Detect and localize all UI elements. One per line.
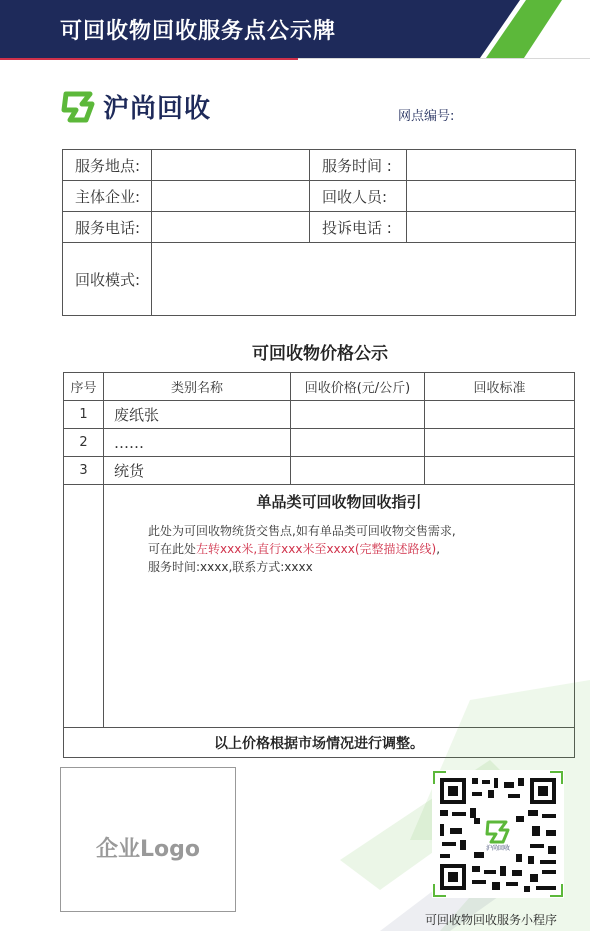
staff-value xyxy=(407,181,576,212)
row-category: …… xyxy=(104,429,291,457)
header-grey-underline xyxy=(298,58,590,59)
col-header-no: 序号 xyxy=(64,373,104,401)
service-phone-value xyxy=(152,212,310,243)
company-logo-text: 企业Logo xyxy=(96,837,200,862)
row-price xyxy=(291,457,425,485)
service-location-label: 服务地点: xyxy=(63,150,152,181)
price-adjust-note: 以上价格根据市场情况进行调整。 xyxy=(64,728,575,758)
table-row xyxy=(63,212,576,243)
qr-code[interactable] xyxy=(432,770,564,898)
row-no: 3 xyxy=(64,457,104,485)
header-red-underline xyxy=(0,58,298,60)
row-category: 统货 xyxy=(104,457,291,485)
guide-line-2 xyxy=(148,540,574,558)
guide-title: 单品类可回收物回收指引 xyxy=(256,493,422,511)
price-section-title: 可回收物价格公示 xyxy=(252,344,388,364)
col-header-standard: 回收标准 xyxy=(425,373,575,401)
guide-line-2-suffix: , xyxy=(436,542,441,556)
table-row xyxy=(63,243,576,316)
row-no: 2 xyxy=(64,429,104,457)
table-row xyxy=(63,150,576,181)
table-header-row xyxy=(64,373,575,401)
guide-route-text: 左转xxx米,直行xxx米至xxxx(完整描述路线) xyxy=(196,542,437,556)
row-price xyxy=(291,401,425,429)
company-label: 主体企业: xyxy=(63,181,152,212)
service-info-table xyxy=(62,149,576,316)
row-no: 1 xyxy=(64,401,104,429)
brand-name: 沪尚回收 xyxy=(103,94,212,124)
header-band xyxy=(0,0,590,60)
row-category: 废纸张 xyxy=(104,401,291,429)
table-row xyxy=(63,181,576,212)
guide-line-2-prefix: 可在此处 xyxy=(148,542,197,556)
complaint-phone-label: 投诉电话 : xyxy=(310,212,407,243)
recycle-mode-label: 回收模式: xyxy=(63,243,152,316)
guide-text xyxy=(148,522,574,576)
recycle-mode-value xyxy=(152,243,576,316)
outlet-number-label: 网点编号: xyxy=(398,109,455,124)
service-time-value xyxy=(407,150,576,181)
guide-line-3: 服务时间:xxxx,联系方式:xxxx xyxy=(148,560,313,574)
service-phone-label: 服务电话: xyxy=(63,212,152,243)
guide-line-1: 此处为可回收物统货交售点,如有单品类可回收物交售需求, xyxy=(148,524,456,538)
col-header-category: 类别名称 xyxy=(104,373,291,401)
table-row xyxy=(64,429,575,457)
row-standard xyxy=(425,401,575,429)
complaint-phone-value xyxy=(407,212,576,243)
company-logo-placeholder xyxy=(60,767,236,912)
header-title: 可回收物回收服务点公示牌 xyxy=(60,19,337,44)
brand-logo-icon xyxy=(60,90,98,124)
service-time-label: 服务时间 : xyxy=(310,150,407,181)
row-standard xyxy=(425,457,575,485)
staff-label: 回收人员: xyxy=(310,181,407,212)
col-header-price: 回收价格(元/公斤) xyxy=(291,373,425,401)
qr-caption: 可回收物回收服务小程序 xyxy=(425,913,558,927)
service-location-value xyxy=(152,150,310,181)
row-price xyxy=(291,429,425,457)
guide-row-blank xyxy=(64,485,104,728)
row-standard xyxy=(425,429,575,457)
table-row xyxy=(64,457,575,485)
qr-center-text: 沪尚回收 xyxy=(485,845,511,852)
company-value xyxy=(152,181,310,212)
table-row xyxy=(64,401,575,429)
